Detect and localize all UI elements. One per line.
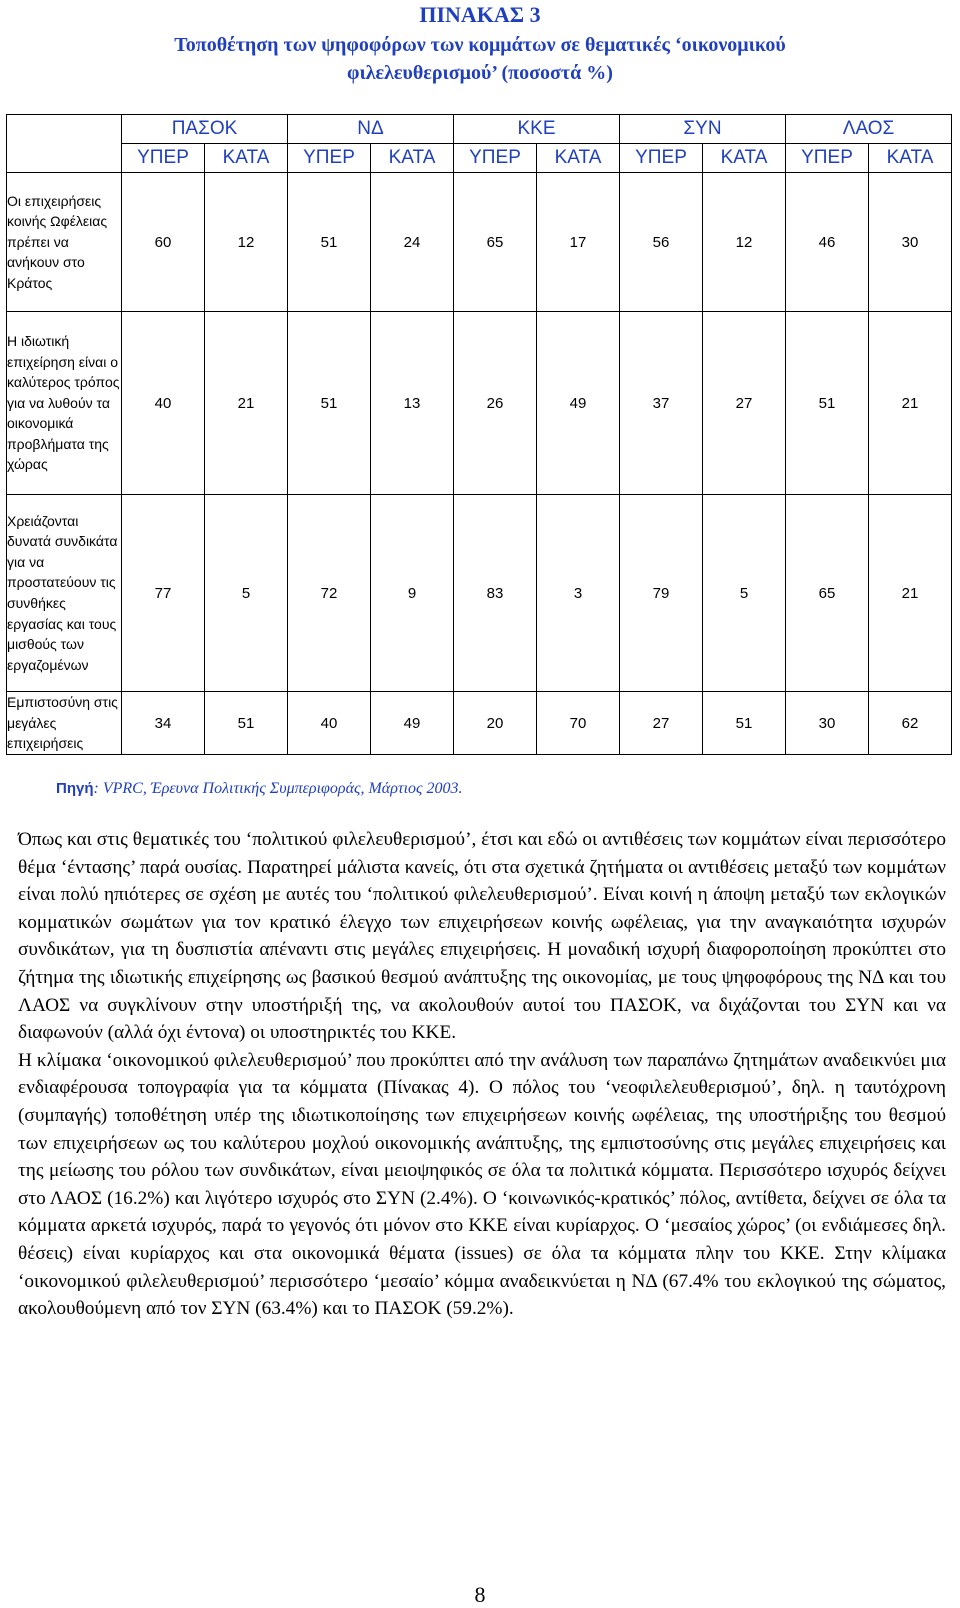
row-label: Εμπιστοσύνη στις μεγάλες επιχειρήσεις — [7, 692, 122, 755]
table-number: ΠΙΝΑΚΑΣ 3 — [419, 2, 541, 27]
table-cell: 56 — [620, 173, 703, 312]
table-cell: 27 — [703, 312, 786, 495]
table-cell: 79 — [620, 495, 703, 692]
table-cell: 27 — [620, 692, 703, 755]
table-cell: 21 — [869, 312, 952, 495]
table-cell: 17 — [537, 173, 620, 312]
position-header-row — [7, 144, 952, 173]
party-header-row — [7, 115, 952, 144]
table-row — [7, 312, 952, 495]
table-cell: 46 — [786, 173, 869, 312]
page-number: 8 — [474, 1582, 486, 1607]
table-row — [7, 495, 952, 692]
paragraph: Η κλίμακα ‘οικονομικού φιλελευθερισμού’ που προκύπτει από την ανάλυση των παραπάνω ζητημάτων αναδεικνύει μια ενδιαφέρουσα τοπογραφία για τα κόμματα (Πίνακας 4). Ο πόλος του ‘νεοφιλελευθερισμού’, δηλ. η ταυτόχρονη (συμπαγής) τοποθέτηση υπέρ της ιδιωτικοποίησης των επιχειρήσεων κοινής ωφέλειας, της υποστήριξης του θεσμού των επιχειρήσεων ως του καλύτερου μοχλού οικονομικής ανάπτυξης, της εμπιστοσύνης στις μεγάλες επιχειρήσεις και της μείωσης του ρόλου των συνδικάτων, είναι μειοψηφικός σε όλα τα πολιτικά κόμματα. Περισσότερο ισχυρός δείχνει στο ΛΑΟΣ (16.2%) και λιγότερο ισχυρός στο ΣΥΝ (2.4%). Ο ‘κοινωνικός-κρατικός’ πόλος, αντίθετα, δείχνει σε όλα τα κόμματα αρκετά ισχυρός, παρά το γεγονός ότι μόνον στο ΚΚΕ είναι κυρίαρχος. Ο ‘μεσαίος χώρος’ (οι ενδιάμεσες δηλ. θέσεις) είναι κυρίαρχος και στα οικονομικά θέματα (issues) σε όλα τα κόμματα πλην του ΚΚΕ. Στην κλίμακα ‘οικονομικού φιλελευθερισμού’ περισσότερο ‘μεσαίο’ κόμμα αναδεικνύεται η ΝΔ (67.4% του εκλογικού της σώματος, ακολουθούμενη από τον ΣΥΝ (63.4%) και το ΠΑΣΟΚ (59.2%). — [18, 1049, 946, 1320]
for-header: ΥΠΕΡ — [122, 144, 205, 173]
row-label: Οι επιχειρήσεις κοινής Ωφέλειας πρέπει να ανήκουν στο Κράτος — [7, 173, 122, 312]
table-row — [7, 692, 952, 755]
table-cell: 9 — [371, 495, 454, 692]
table-cell: 30 — [869, 173, 952, 312]
against-header: ΚΑΤΑ — [205, 144, 288, 173]
party-header: ΛΑΟΣ — [786, 115, 952, 144]
table-cell: 21 — [205, 312, 288, 495]
table-cell: 5 — [703, 495, 786, 692]
table-cell: 49 — [537, 312, 620, 495]
table-cell: 70 — [537, 692, 620, 755]
for-header: ΥΠΕΡ — [620, 144, 703, 173]
table-cell: 51 — [703, 692, 786, 755]
party-header: ΚΚΕ — [454, 115, 620, 144]
table-cell: 20 — [454, 692, 537, 755]
table-cell: 51 — [786, 312, 869, 495]
table-row — [7, 173, 952, 312]
source-text: : VPRC, Έρευνα Πολιτικής Συμπεριφοράς, Μάρτιος 2003. — [93, 780, 463, 797]
table-cell: 60 — [122, 173, 205, 312]
row-label: Χρειάζονται δυνατά συνδικάτα για να προστατεύουν τις συνθήκες εργασίας και τους μισθούς των εργαζομένων — [7, 495, 122, 692]
table-cell: 12 — [205, 173, 288, 312]
party-header: ΣΥΝ — [620, 115, 786, 144]
table-cell: 65 — [454, 173, 537, 312]
table-cell: 77 — [122, 495, 205, 692]
table-cell: 51 — [288, 173, 371, 312]
table-cell: 30 — [786, 692, 869, 755]
against-header: ΚΑΤΑ — [537, 144, 620, 173]
table-cell: 72 — [288, 495, 371, 692]
table-title-line2: φιλελευθερισμού’ (ποσοστά %) — [347, 62, 613, 84]
table-cell: 49 — [371, 692, 454, 755]
source-label: Πηγή — [56, 780, 94, 797]
results-table — [6, 114, 952, 755]
table-cell: 3 — [537, 495, 620, 692]
against-header: ΚΑΤΑ — [703, 144, 786, 173]
table-cell: 24 — [371, 173, 454, 312]
for-header: ΥΠΕΡ — [786, 144, 869, 173]
table-cell: 40 — [288, 692, 371, 755]
source-note — [56, 780, 463, 798]
party-header: ΠΑΣΟΚ — [122, 115, 288, 144]
table-cell: 13 — [371, 312, 454, 495]
against-header: ΚΑΤΑ — [371, 144, 454, 173]
table-cell: 83 — [454, 495, 537, 692]
for-header: ΥΠΕΡ — [288, 144, 371, 173]
body-text — [18, 826, 946, 1323]
party-header: ΝΔ — [288, 115, 454, 144]
for-header: ΥΠΕΡ — [454, 144, 537, 173]
table-cell: 26 — [454, 312, 537, 495]
row-label: Η ιδιωτική επιχείρηση είναι ο καλύτερος τρόπος για να λυθούν τα οικονομικά προβλήματα της χώρας — [7, 312, 122, 495]
paragraph: Όπως και στις θεματικές του ‘πολιτικού φιλελευθερισμού’, έτσι και εδώ οι αντιθέσεις των κομμάτων είναι περισσότερο θέμα ‘έντασης’ παρά ουσίας. Παρατηρεί μάλιστα κανείς, ότι στα σχετικά ζητήματα οι αντιθέσεις μεταξύ των κομμάτων είναι πολύ ηπιότερες σε σχέση με αυτές του ‘πολιτικού φιλελευθερισμού’. Είναι κοινή η άποψη μεταξύ των εκλογικών κομματικών σωμάτων για τον κρατικό έλεγχο των επιχειρήσεων κοινής ωφέλειας, για την αναγκαιότητα ισχυρών συνδικάτων, για τη δυσπιστία απέναντι στις μεγάλες επιχειρήσεις. Η μοναδική ισχυρή διαφοροποίηση προκύπτει στο ζήτημα της ιδιωτικής επιχείρησης ως βασικού θεσμού ανάπτυξης της οικονομίας, με τους ψηφοφόρους της ΝΔ και του ΛΑΟΣ να συγκλίνουν στην υποστήριξή της, να ακολουθούν αυτοί του ΠΑΣΟΚ, να διχάζονται του ΣΥΝ και να διαφωνούν (αλλά όχι έντονα) οι υποστηρικτές του ΚΚΕ. — [18, 829, 946, 1044]
table-cell: 12 — [703, 173, 786, 312]
table-cell: 37 — [620, 312, 703, 495]
table-cell: 34 — [122, 692, 205, 755]
table-cell: 5 — [205, 495, 288, 692]
table-cell: 51 — [288, 312, 371, 495]
table-cell: 21 — [869, 495, 952, 692]
corner-cell — [7, 115, 122, 173]
table-title-line1: Τοποθέτηση των ψηφοφόρων των κομμάτων σε θεματικές ‘οικονομικού — [174, 34, 786, 56]
table-cell: 62 — [869, 692, 952, 755]
against-header: ΚΑΤΑ — [869, 144, 952, 173]
table-cell: 51 — [205, 692, 288, 755]
table-cell: 65 — [786, 495, 869, 692]
table-cell: 40 — [122, 312, 205, 495]
